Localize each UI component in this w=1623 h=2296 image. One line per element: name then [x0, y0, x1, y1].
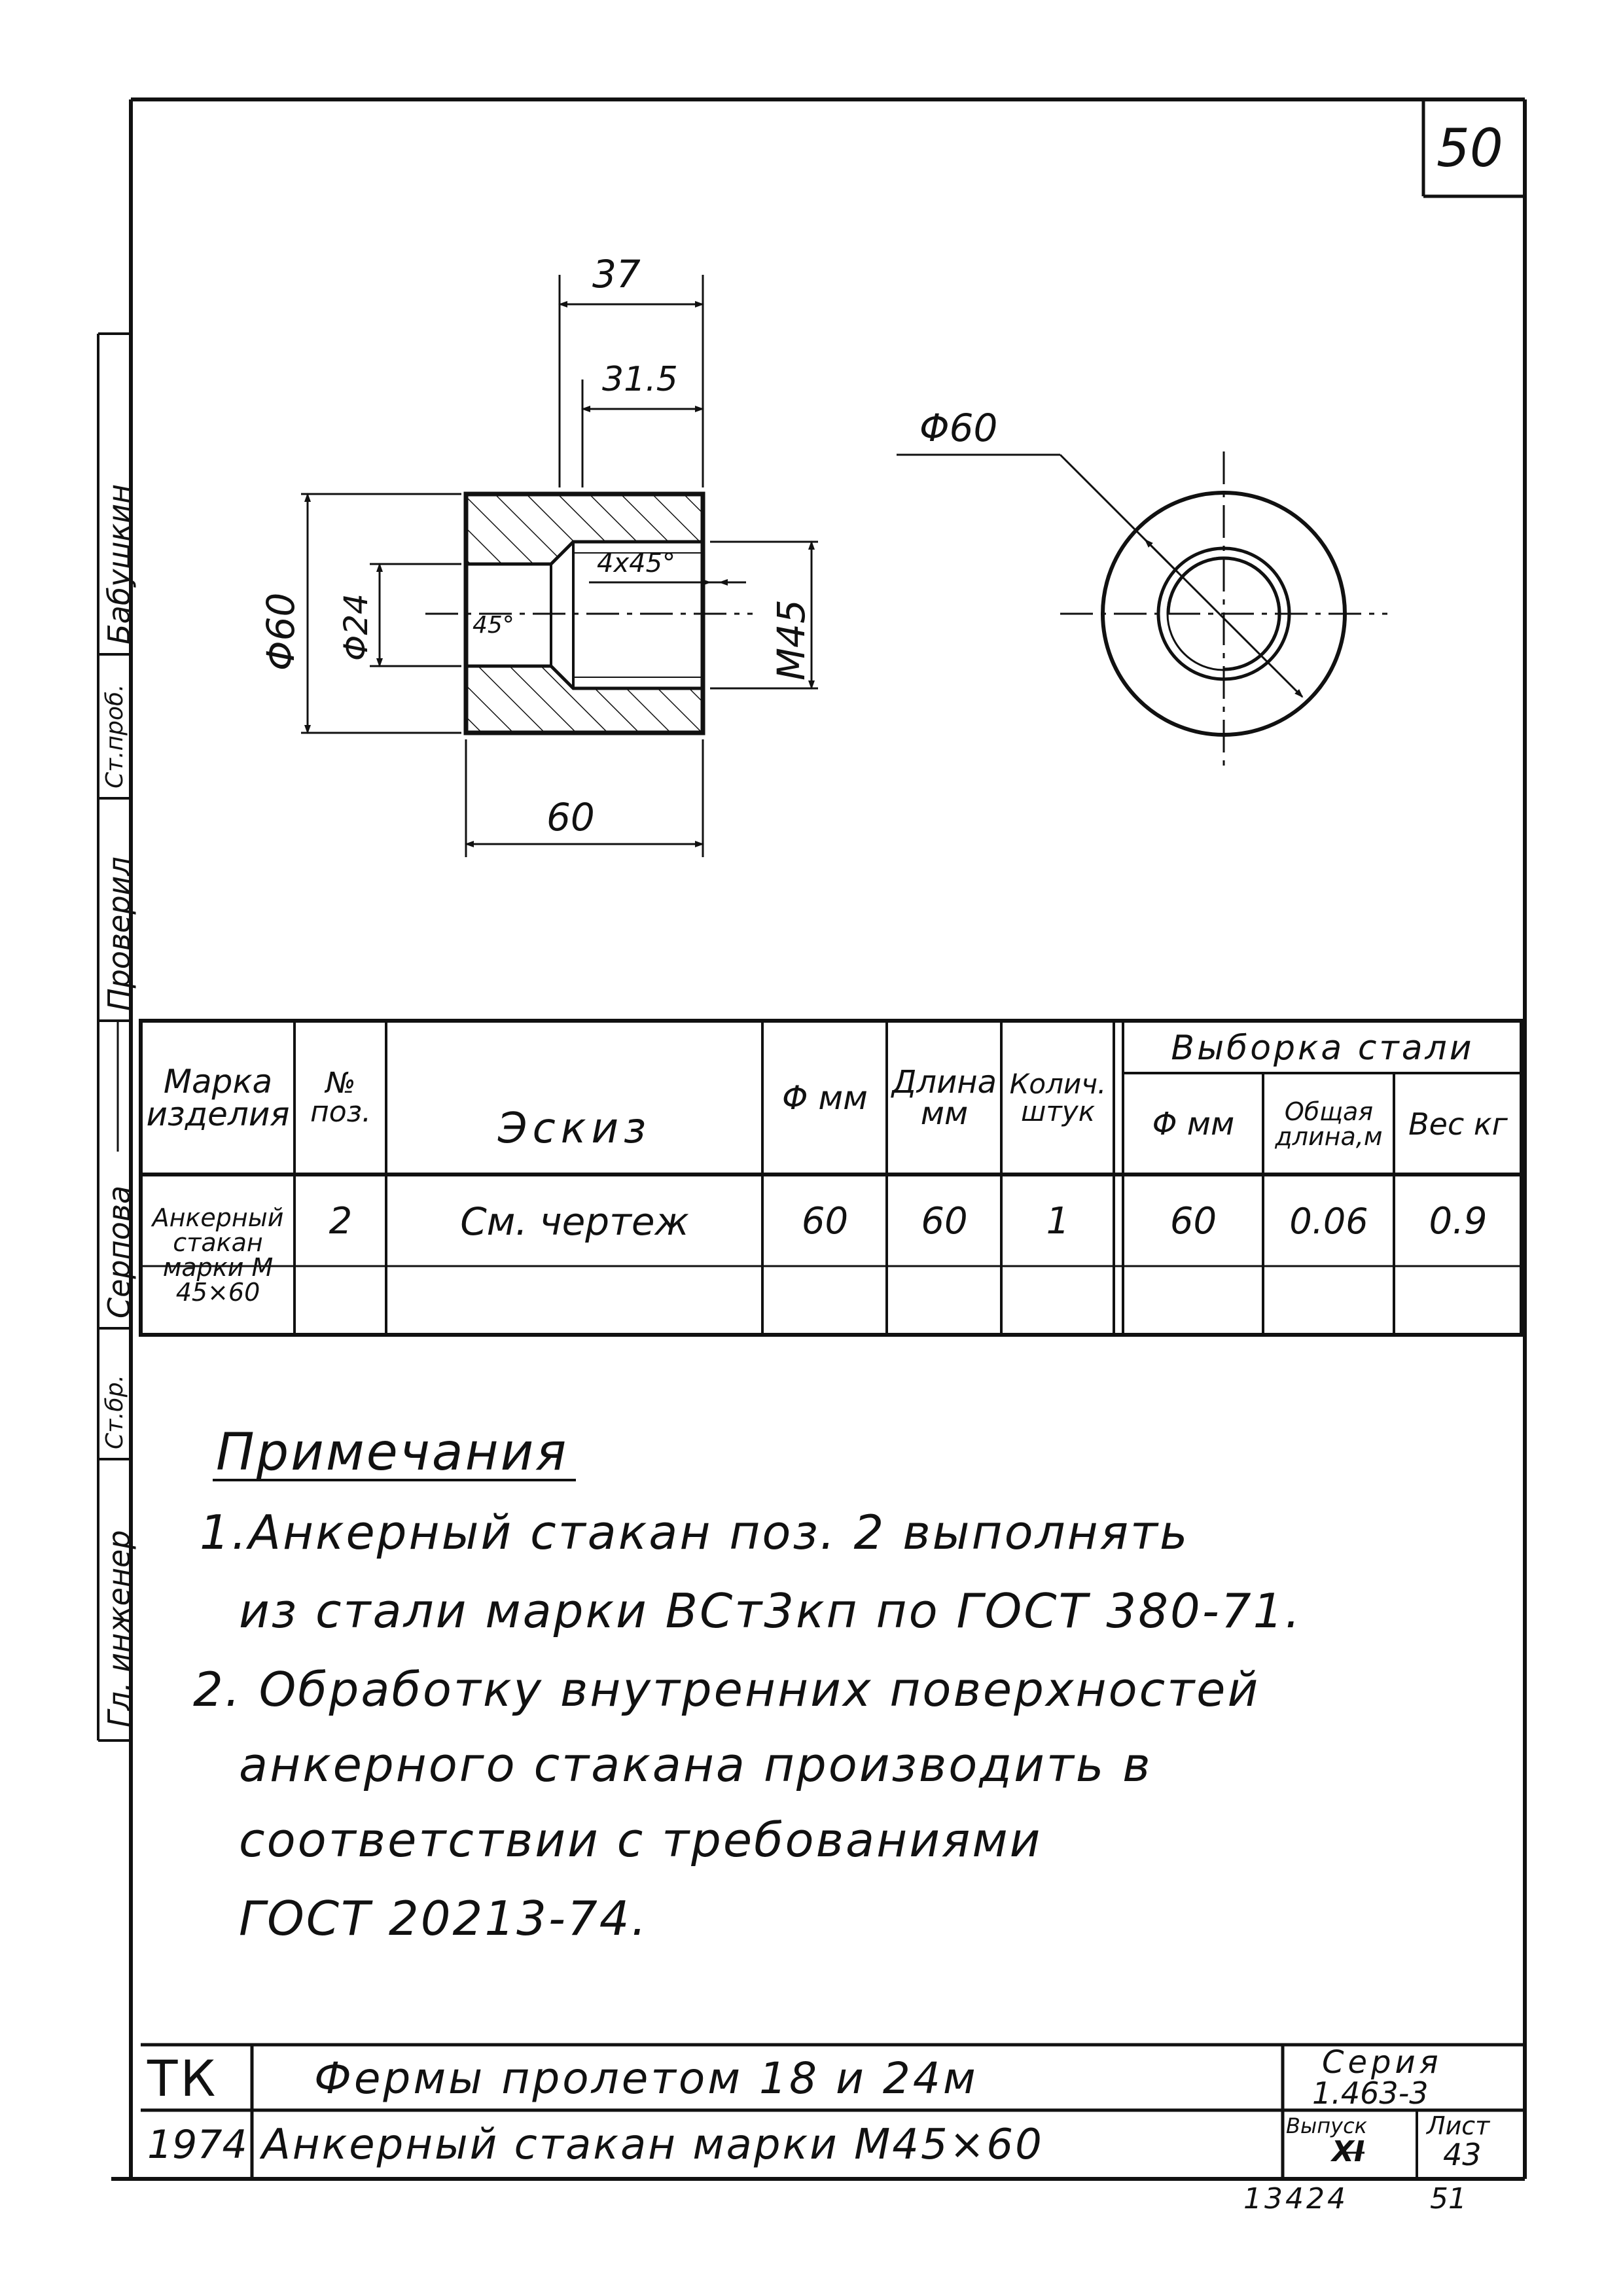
footer-code: 51 [1430, 2182, 1467, 2216]
title-block-series-value: 1.463-3 [1312, 2075, 1429, 2111]
header-total-length: Общая длина,м [1275, 1097, 1383, 1151]
header-weight: Вес кг [1408, 1106, 1508, 1142]
note-line-5: соответствии с требованиями [239, 1812, 1043, 1867]
dim-31-5: 31.5 [602, 360, 678, 399]
title-block-issue-value: XI [1332, 2134, 1365, 2168]
page-number: 50 [1436, 118, 1503, 179]
end-view [897, 451, 1387, 772]
title-block-issue-label: Выпуск [1286, 2113, 1367, 2138]
row-position: 2 [329, 1199, 353, 1243]
sidebar-mark-1: Ст.проб. [101, 684, 128, 788]
row-steel-diameter: 60 [1169, 1199, 1217, 1243]
row-diameter: 60 [801, 1199, 849, 1243]
row-mark: Анкерный стакан марки М 45×60 [152, 1203, 284, 1307]
note-line-1: 1.Анкерный стакан поз. 2 выполнять [200, 1505, 1190, 1560]
note-line-3: 2. Обработку внутренних поверхностей [193, 1662, 1260, 1717]
sidebar-role-checked: Проверил [101, 857, 137, 1011]
header-sketch: Эскиз [497, 1104, 652, 1153]
dim-m45: M45 [769, 599, 813, 680]
header-mark: Марка изделия [146, 1062, 290, 1133]
row-length: 60 [921, 1199, 968, 1243]
dim-chamfer: 4x45° [597, 548, 676, 578]
dim-phi24: Φ24 [337, 593, 375, 661]
title-block-title-2: Анкерный стакан марки М45×60 [262, 2121, 1044, 2169]
sidebar-role-chief-engineer: Гл. инженер [101, 1530, 137, 1727]
title-block-sheet-value: 43 [1443, 2137, 1482, 2172]
header-diameter: Φ мм [782, 1078, 868, 1117]
title-block-series-label: Серия [1322, 2044, 1442, 2081]
header-position: № поз. [310, 1066, 372, 1129]
row-sketch: См. чертеж [460, 1199, 689, 1244]
header-length: Длина мм [891, 1063, 997, 1132]
row-total-length: 0.06 [1289, 1200, 1368, 1242]
title-block-title-1: Фермы пролетом 18 и 24м [314, 2053, 978, 2104]
dim-phi60-side: Φ60 [259, 592, 303, 671]
header-steel-diameter: Φ мм [1152, 1106, 1235, 1142]
header-steel-selection: Выборка стали [1171, 1028, 1474, 1068]
note-line-2: из стали марки ВСт3кп по ГОСТ 380-71. [239, 1583, 1302, 1638]
title-block-org: ТК [147, 2049, 219, 2108]
row-weight: 0.9 [1429, 1199, 1488, 1243]
dim-45-degrees: 45° [473, 612, 514, 639]
header-quantity: Колич. штук [1009, 1067, 1107, 1127]
dim-phi60-top: Φ60 [919, 406, 998, 450]
sidebar-role-babushkin: Бабушкин [101, 484, 137, 645]
note-line-4: анкерного стакана производить в [239, 1737, 1152, 1792]
dim-37: 37 [592, 252, 641, 296]
sidebar-mark-2: Ст.бр. [101, 1374, 128, 1449]
notes-title: Примечания [216, 1423, 569, 1482]
row-quantity: 1 [1046, 1199, 1070, 1243]
sidebar-role-serpova: Серпова [101, 1185, 137, 1318]
footer-doc-number: 13424 [1243, 2182, 1348, 2216]
note-line-6: ГОСТ 20213-74. [239, 1891, 649, 1946]
dim-60: 60 [546, 795, 595, 839]
title-block-year: 1974 [147, 2122, 247, 2168]
title-block-sheet-label: Лист [1427, 2111, 1490, 2140]
